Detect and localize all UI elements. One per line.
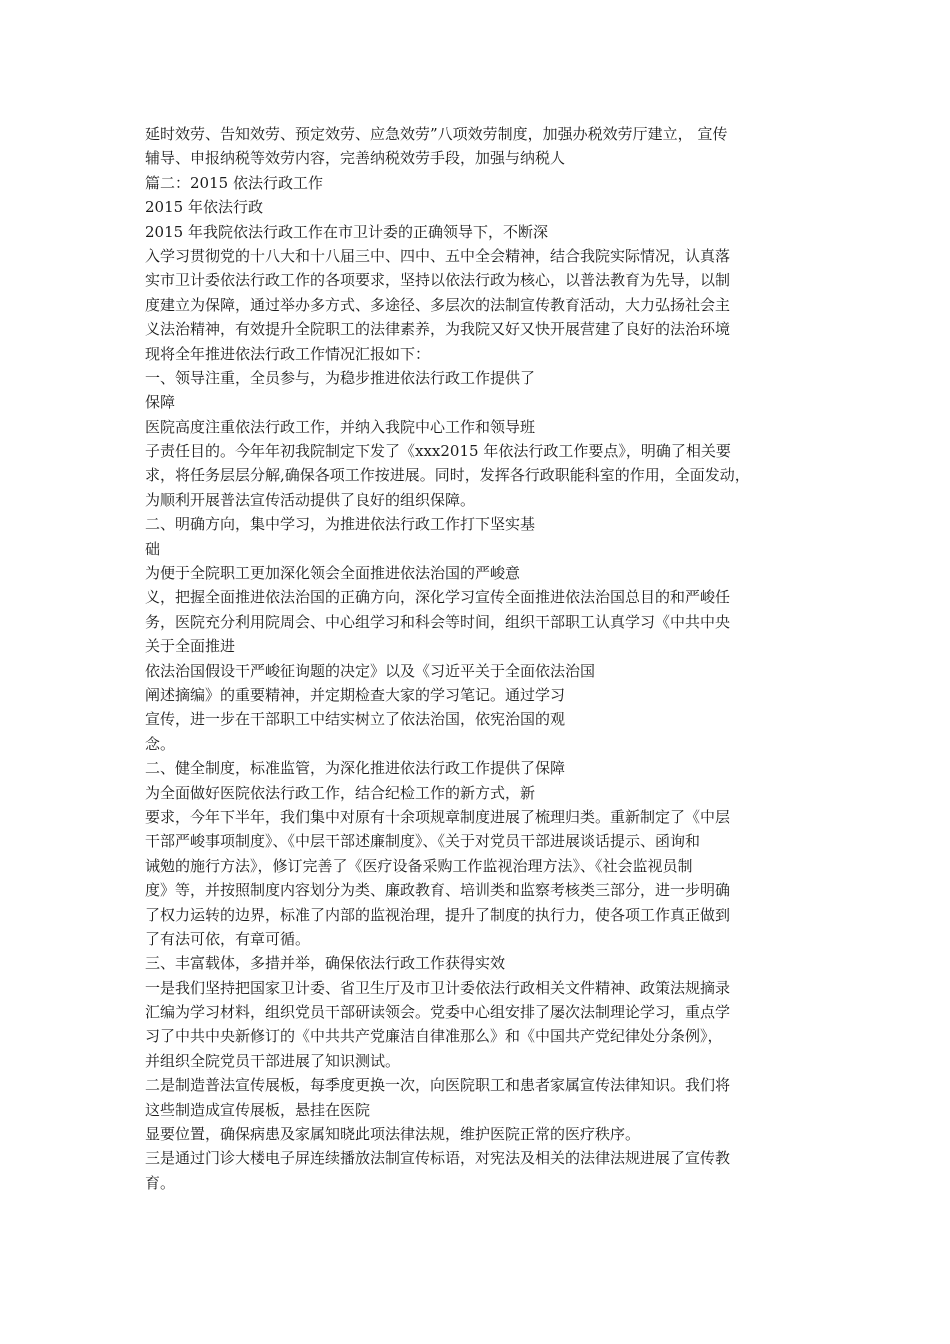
text-line: 诫勉的施行方法》，修订完善了《医疗设备采购工作监视治理方法》、《社会监视员制 [145, 856, 693, 875]
text-line: 二、明确方向，集中学习，为推进依法行政工作打下坚实基 [145, 515, 536, 534]
text-line: 求，将任务层层分解,确保各项工作按进展。同时，发挥各行政职能科室的作用，全面发动， [145, 466, 750, 485]
text-line: 念。 [145, 734, 176, 753]
text-line: 义，把握全面推进依法治国的正确方向，深化学习宣传全面推进依法治国总目的和严峻任 [145, 588, 731, 607]
text-line: 度建立为保障，通过举办多方式、多途径、多层次的法制宣传教育活动，大力弘扬社会主 [145, 295, 731, 314]
text-line: 习了中共中央新修订的《中共共产党廉洁自律准那么》和《中国共产党纪律处分条例》， [145, 1027, 723, 1046]
text-line: 为顺利开展普法宣传活动提供了良好的组织保障。 [145, 490, 476, 509]
text-line: 为全面做好医院依法行政工作，结合纪检工作的新方式，新 [145, 783, 536, 802]
text-line: 延时效劳、告知效劳、预定效劳、应急效劳”八项效劳制度，加强办税效劳厅建立， 宣传 [145, 125, 728, 143]
document-page [145, 122, 825, 1195]
text-line: 了权力运转的边界，标准了内部的监视治理，提升了制度的执行力，使各项工作真正做到 [145, 905, 731, 924]
text-line: 二、健全制度，标准监管，为深化推进依法行政工作提供了保障 [145, 759, 566, 778]
text-line: 义法治精神，有效提升全院职工的法律素养，为我院又好又快开展营建了良好的法治环境 [145, 320, 731, 339]
text-line: 医院高度注重依法行政工作，并纳入我院中心工作和领导班 [145, 417, 536, 436]
text-line: 篇二：2015 依法行政工作 [145, 173, 323, 192]
text-line: 础 [145, 539, 161, 558]
text-line: 入学习贯彻党的十八大和十八届三中、四中、五中全会精神，结合我院实际情况，认真落 [145, 246, 731, 265]
text-line: 干部严峻事项制度》、《中层干部述廉制度》、《关于对党员干部进展谈话提示、函询和 [145, 832, 701, 851]
text-line: 三、丰富载体，多措并举，确保依法行政工作获得实效 [145, 954, 506, 973]
text-line: 保障 [145, 393, 176, 412]
text-line: 三是通过门诊大楼电子屏连续播放法制宣传标语，对宪法及相关的法律法规进展了宣传教 [145, 1149, 731, 1168]
text-line: 务，医院充分利用院周会、中心组学习和科会等时间，组织干部职工认真学习《中共中央 [145, 612, 731, 631]
text-line: 这些制造成宣传展板，悬挂在医院 [145, 1100, 371, 1119]
text-line: 并组织全院党员干部进展了知识测试。 [145, 1051, 401, 1070]
text-line: 汇编为学习材料，组织党员干部研读领会。党委中心组安排了屡次法制理论学习，重点学 [145, 1003, 731, 1022]
text-line: 要求，今年下半年，我们集中对原有十余项规章制度进展了梳理归类。重新制定了《中层 [145, 807, 731, 826]
text-line: 宣传，进一步在干部职工中结实树立了依法治国，依宪治国的观 [145, 710, 566, 729]
text-line: 度》等，并按照制度内容划分为类、廉政教育、培训类和监察考核类三部分，进一步明确 [145, 881, 731, 900]
text-line: 实市卫计委依法行政工作的各项要求，坚持以依法行政为核心，以普法教育为先导，以制 [145, 271, 731, 290]
text-line: 现将全年推进依法行政工作情况汇报如下： [145, 344, 431, 363]
text-line: 关于全面推进 [145, 637, 236, 656]
text-line: 2015 年我院依法行政工作在市卫计委的正确领导下，不断深 [145, 222, 548, 241]
text-line: 一、领导注重，全员参与，为稳步推进依法行政工作提供了 [145, 368, 536, 387]
text-line: 二是制造普法宣传展板，每季度更换一次，向医院职工和患者家属宣传法律知识。我们将 [145, 1076, 731, 1095]
text-line: 为便于全院职工更加深化领会全面推进依法治国的严峻意 [145, 564, 521, 583]
text-line: 一是我们坚持把国家卫计委、省卫生厅及市卫计委依法行政相关文件精神、政策法规摘录 [145, 978, 731, 997]
text-line: 2015 年依法行政 [145, 198, 263, 217]
text-line: 育。 [145, 1173, 176, 1192]
text-line: 阐述摘编》的重要精神，并定期检查大家的学习笔记。通过学习 [145, 685, 566, 704]
text-line: 了有法可依，有章可循。 [145, 929, 311, 948]
text-line: 显要位置，确保病患及家属知晓此项法律法规，维护医院正常的医疗秩序。 [145, 1125, 641, 1144]
text-line: 子责任目的。今年年初我院制定下发了《xxx2015 年依法行政工作要点》，明确了相关要 [145, 442, 731, 461]
text-line: 辅导、申报纳税等效劳内容，完善纳税效劳手段，加强与纳税人 [145, 149, 566, 168]
text-line: 依法治国假设干严峻征询题的决定》以及《习近平关于全面依法治国 [145, 661, 596, 680]
